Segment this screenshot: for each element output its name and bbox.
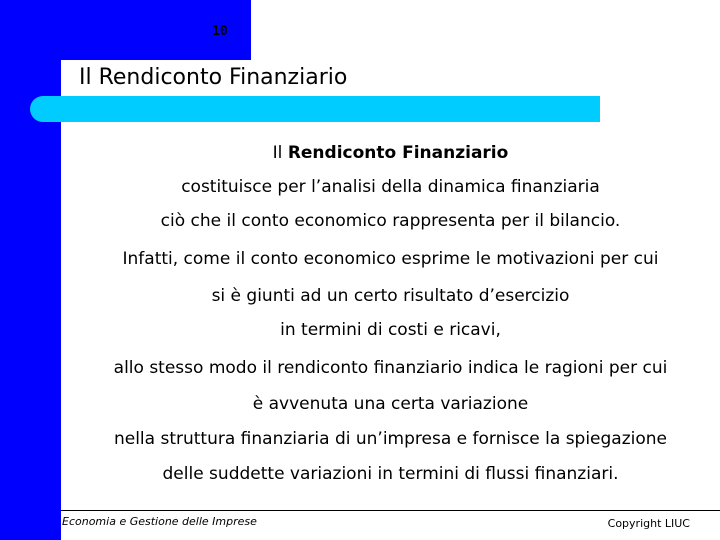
- body-line-9: nella struttura finanziaria di un’impresa e fornisce la spiegazione: [113, 429, 668, 449]
- body-line-10: delle suddette variazioni in termini di flussi finanziari.: [162, 464, 619, 484]
- footer-divider: [61, 510, 720, 511]
- footer-course-name: Economia e Gestione delle Imprese: [62, 515, 257, 528]
- body-line-3: ciò che il conto economico rappresenta per il bilancio.: [160, 211, 621, 231]
- body-line-6: in termini di costi e ricavi,: [280, 320, 501, 340]
- body-line-1-bold: Rendiconto Finanziario: [287, 143, 509, 163]
- footer-copyright: Copyright LIUC: [607, 517, 690, 530]
- body-line-7: allo stesso modo il rendiconto finanziario indica le ragioni per cui: [113, 358, 668, 378]
- slide-number: 10: [212, 24, 228, 39]
- body-line-1-prefix: Il: [272, 143, 288, 163]
- left-blue-bar: [0, 0, 61, 540]
- body-line-8: è avvenuta una certa variazione: [252, 394, 529, 414]
- body-line-4: Infatti, come il conto economico esprime le motivazioni per cui: [122, 249, 659, 269]
- title-underline-bar: [30, 96, 600, 122]
- body-line-2: costituisce per l’analisi della dinamica finanziaria: [181, 177, 600, 197]
- body-line-5: si è giunti ad un certo risultato d’esercizio: [211, 286, 570, 306]
- body-line-1: [61, 142, 720, 164]
- slide-title: Il Rendiconto Finanziario: [79, 65, 348, 90]
